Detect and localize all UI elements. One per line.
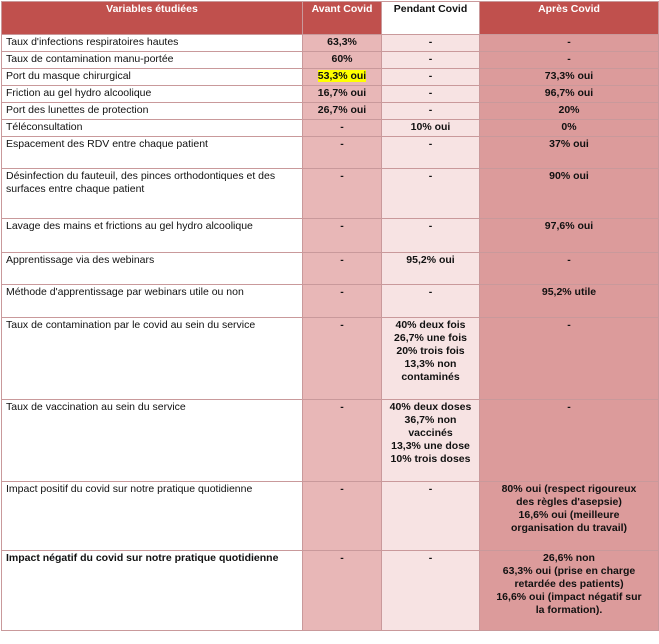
table-row	[2, 120, 659, 137]
apres-covid-value	[480, 169, 659, 219]
pendant-covid-value-line: -	[428, 53, 433, 65]
pendant-covid-value-line: 13,3% non	[404, 358, 457, 370]
avant-covid-value	[303, 219, 382, 253]
header-variables: Variables étudiées	[2, 2, 303, 35]
pendant-covid-value	[382, 86, 480, 103]
avant-covid-value	[303, 120, 382, 137]
pendant-covid-value-line: -	[428, 170, 433, 182]
avant-covid-value	[303, 69, 382, 86]
pendant-covid-value-line: -	[428, 483, 433, 495]
apres-covid-value-line: des règles d'asepsie)	[516, 496, 622, 508]
apres-covid-value-line: 95,2% utile	[541, 286, 597, 298]
apres-covid-value-line: -	[567, 36, 571, 48]
pendant-covid-value-line: 26,7% une fois	[394, 332, 467, 344]
pendant-covid-value	[382, 400, 480, 482]
pendant-covid-value	[382, 482, 480, 551]
pendant-covid-value	[382, 219, 480, 253]
pendant-covid-value	[382, 169, 480, 219]
avant-covid-value	[303, 400, 382, 482]
table-row	[2, 285, 659, 318]
apres-covid-value	[480, 120, 659, 137]
avant-covid-value	[303, 551, 382, 631]
results-table	[1, 1, 659, 631]
apres-covid-value-line: 97,6% oui	[544, 220, 594, 232]
apres-covid-value-line: 37% oui	[549, 138, 589, 150]
variable-label: Taux de contamination par le covid au sein du service	[2, 318, 303, 400]
apres-covid-value	[480, 482, 659, 551]
avant-covid-value-line: -	[340, 254, 344, 266]
pendant-covid-value	[382, 551, 480, 631]
pendant-covid-value-line: -	[428, 552, 433, 564]
header-apres-covid: Après Covid	[480, 2, 659, 35]
apres-covid-value	[480, 318, 659, 400]
apres-covid-value	[480, 219, 659, 253]
apres-covid-value-line: 16,6% oui (meilleure	[518, 509, 620, 521]
apres-covid-value	[480, 86, 659, 103]
apres-covid-value	[480, 285, 659, 318]
apres-covid-value-line: -	[567, 401, 571, 413]
avant-covid-value	[303, 35, 382, 52]
pendant-covid-value	[382, 253, 480, 285]
header-row	[2, 2, 659, 35]
variable-label: Port des lunettes de protection	[2, 103, 303, 120]
avant-covid-value-line: -	[340, 552, 344, 564]
avant-covid-value-line: 53,3% oui	[317, 70, 367, 82]
pendant-covid-value-line: 10% trois doses	[390, 453, 471, 465]
avant-covid-value-line: -	[340, 286, 344, 298]
variable-label: Taux de vaccination au sein du service	[2, 400, 303, 482]
pendant-covid-value-line: 95,2% oui	[406, 254, 455, 266]
pendant-covid-value-line: 10% oui	[410, 121, 451, 133]
pendant-covid-value-line: -	[428, 220, 433, 232]
table-row	[2, 253, 659, 285]
pendant-covid-value	[382, 318, 480, 400]
variable-label: Impact positif du covid sur notre pratique quotidienne	[2, 482, 303, 551]
avant-covid-value-line: -	[340, 220, 344, 232]
pendant-covid-value	[382, 120, 480, 137]
avant-covid-value	[303, 52, 382, 69]
avant-covid-value	[303, 169, 382, 219]
apres-covid-value	[480, 52, 659, 69]
apres-covid-value	[480, 400, 659, 482]
pendant-covid-value-line: contaminés	[401, 371, 460, 383]
avant-covid-value-line: -	[340, 138, 344, 150]
variable-label: Port du masque chirurgical	[2, 69, 303, 86]
apres-covid-value	[480, 103, 659, 120]
apres-covid-value-line: 0%	[561, 121, 577, 133]
apres-covid-value-line: 80% oui (respect rigoureux	[501, 483, 637, 495]
variable-label: Désinfection du fauteuil, des pinces orthodontiques et des surfaces entre chaque patient	[2, 169, 303, 219]
table-row	[2, 103, 659, 120]
header-pendant-covid: Pendant Covid	[382, 2, 480, 35]
apres-covid-value	[480, 551, 659, 631]
avant-covid-value-line: -	[340, 121, 344, 133]
avant-covid-value	[303, 318, 382, 400]
pendant-covid-value-line: -	[428, 138, 433, 150]
apres-covid-value-line: 90% oui	[549, 170, 589, 182]
table-row	[2, 219, 659, 253]
apres-covid-value-line: 63,3% oui (prise en charge	[502, 565, 636, 577]
avant-covid-value	[303, 86, 382, 103]
variable-label: Friction au gel hydro alcoolique	[2, 86, 303, 103]
avant-covid-value-line: 63,3%	[327, 36, 357, 48]
avant-covid-value-line: -	[340, 319, 344, 331]
pendant-covid-value	[382, 69, 480, 86]
variable-label: Méthode d'apprentissage par webinars utile ou non	[2, 285, 303, 318]
pendant-covid-value	[382, 35, 480, 52]
apres-covid-value-line: organisation du travail)	[510, 522, 628, 534]
apres-covid-value-line: -	[567, 254, 571, 266]
pendant-covid-value-line: -	[428, 87, 433, 99]
table-row	[2, 137, 659, 169]
apres-covid-value	[480, 35, 659, 52]
avant-covid-value	[303, 103, 382, 120]
apres-covid-value	[480, 137, 659, 169]
pendant-covid-value-line: 40% deux fois	[395, 319, 466, 331]
pendant-covid-value-line: vaccinés	[408, 427, 453, 439]
table-row	[2, 551, 659, 631]
apres-covid-value-line: retardée des patients)	[514, 578, 624, 590]
avant-covid-value-line: 16,7% oui	[317, 87, 367, 99]
apres-covid-value-line: 96,7% oui	[544, 87, 594, 99]
table-row	[2, 86, 659, 103]
pendant-covid-value	[382, 137, 480, 169]
avant-covid-value-line: 60%	[331, 53, 353, 65]
apres-covid-value-line: -	[567, 319, 571, 331]
pendant-covid-value-line: 13,3% une dose	[391, 440, 470, 452]
table-row	[2, 69, 659, 86]
variable-label: Apprentissage via des webinars	[2, 253, 303, 285]
avant-covid-value-line: -	[340, 401, 344, 413]
header-avant-covid: Avant Covid	[303, 2, 382, 35]
pendant-covid-value	[382, 285, 480, 318]
variable-label: Taux de contamination manu-portée	[2, 52, 303, 69]
apres-covid-value-line: 20%	[558, 104, 580, 116]
pendant-covid-value	[382, 103, 480, 120]
variable-label: Impact négatif du covid sur notre pratique quotidienne	[2, 551, 303, 631]
avant-covid-value	[303, 137, 382, 169]
variable-label: Espacement des RDV entre chaque patient	[2, 137, 303, 169]
avant-covid-value-line: -	[340, 483, 344, 495]
pendant-covid-value-line: -	[428, 36, 433, 48]
table-row	[2, 400, 659, 482]
table-row	[2, 52, 659, 69]
pendant-covid-value-line: -	[428, 70, 433, 82]
pendant-covid-value-line: 36,7% non	[404, 414, 457, 426]
avant-covid-value-line: 26,7% oui	[317, 104, 367, 116]
pendant-covid-value-line: -	[428, 104, 433, 116]
apres-covid-value-line: la formation).	[535, 604, 603, 616]
variable-label: Téléconsultation	[2, 120, 303, 137]
apres-covid-value	[480, 253, 659, 285]
table-body	[2, 35, 659, 631]
table-row	[2, 35, 659, 52]
apres-covid-value-line: 26,6% non	[543, 552, 595, 564]
table-row	[2, 482, 659, 551]
pendant-covid-value-line: 40% deux doses	[389, 401, 472, 413]
apres-covid-value-line: 16,6% oui (impact négatif sur	[496, 591, 642, 603]
avant-covid-value	[303, 253, 382, 285]
avant-covid-value-line: -	[340, 170, 344, 182]
avant-covid-value	[303, 482, 382, 551]
variable-label: Taux d'infections respiratoires hautes	[2, 35, 303, 52]
table-row	[2, 169, 659, 219]
apres-covid-value	[480, 69, 659, 86]
pendant-covid-value-line: -	[428, 286, 433, 298]
pendant-covid-value-line: 20% trois fois	[396, 345, 465, 357]
avant-covid-value	[303, 285, 382, 318]
variable-label: Lavage des mains et frictions au gel hydro alcoolique	[2, 219, 303, 253]
apres-covid-value-line: -	[567, 53, 571, 65]
table-row	[2, 318, 659, 400]
pendant-covid-value	[382, 52, 480, 69]
apres-covid-value-line: 73,3% oui	[544, 70, 594, 82]
